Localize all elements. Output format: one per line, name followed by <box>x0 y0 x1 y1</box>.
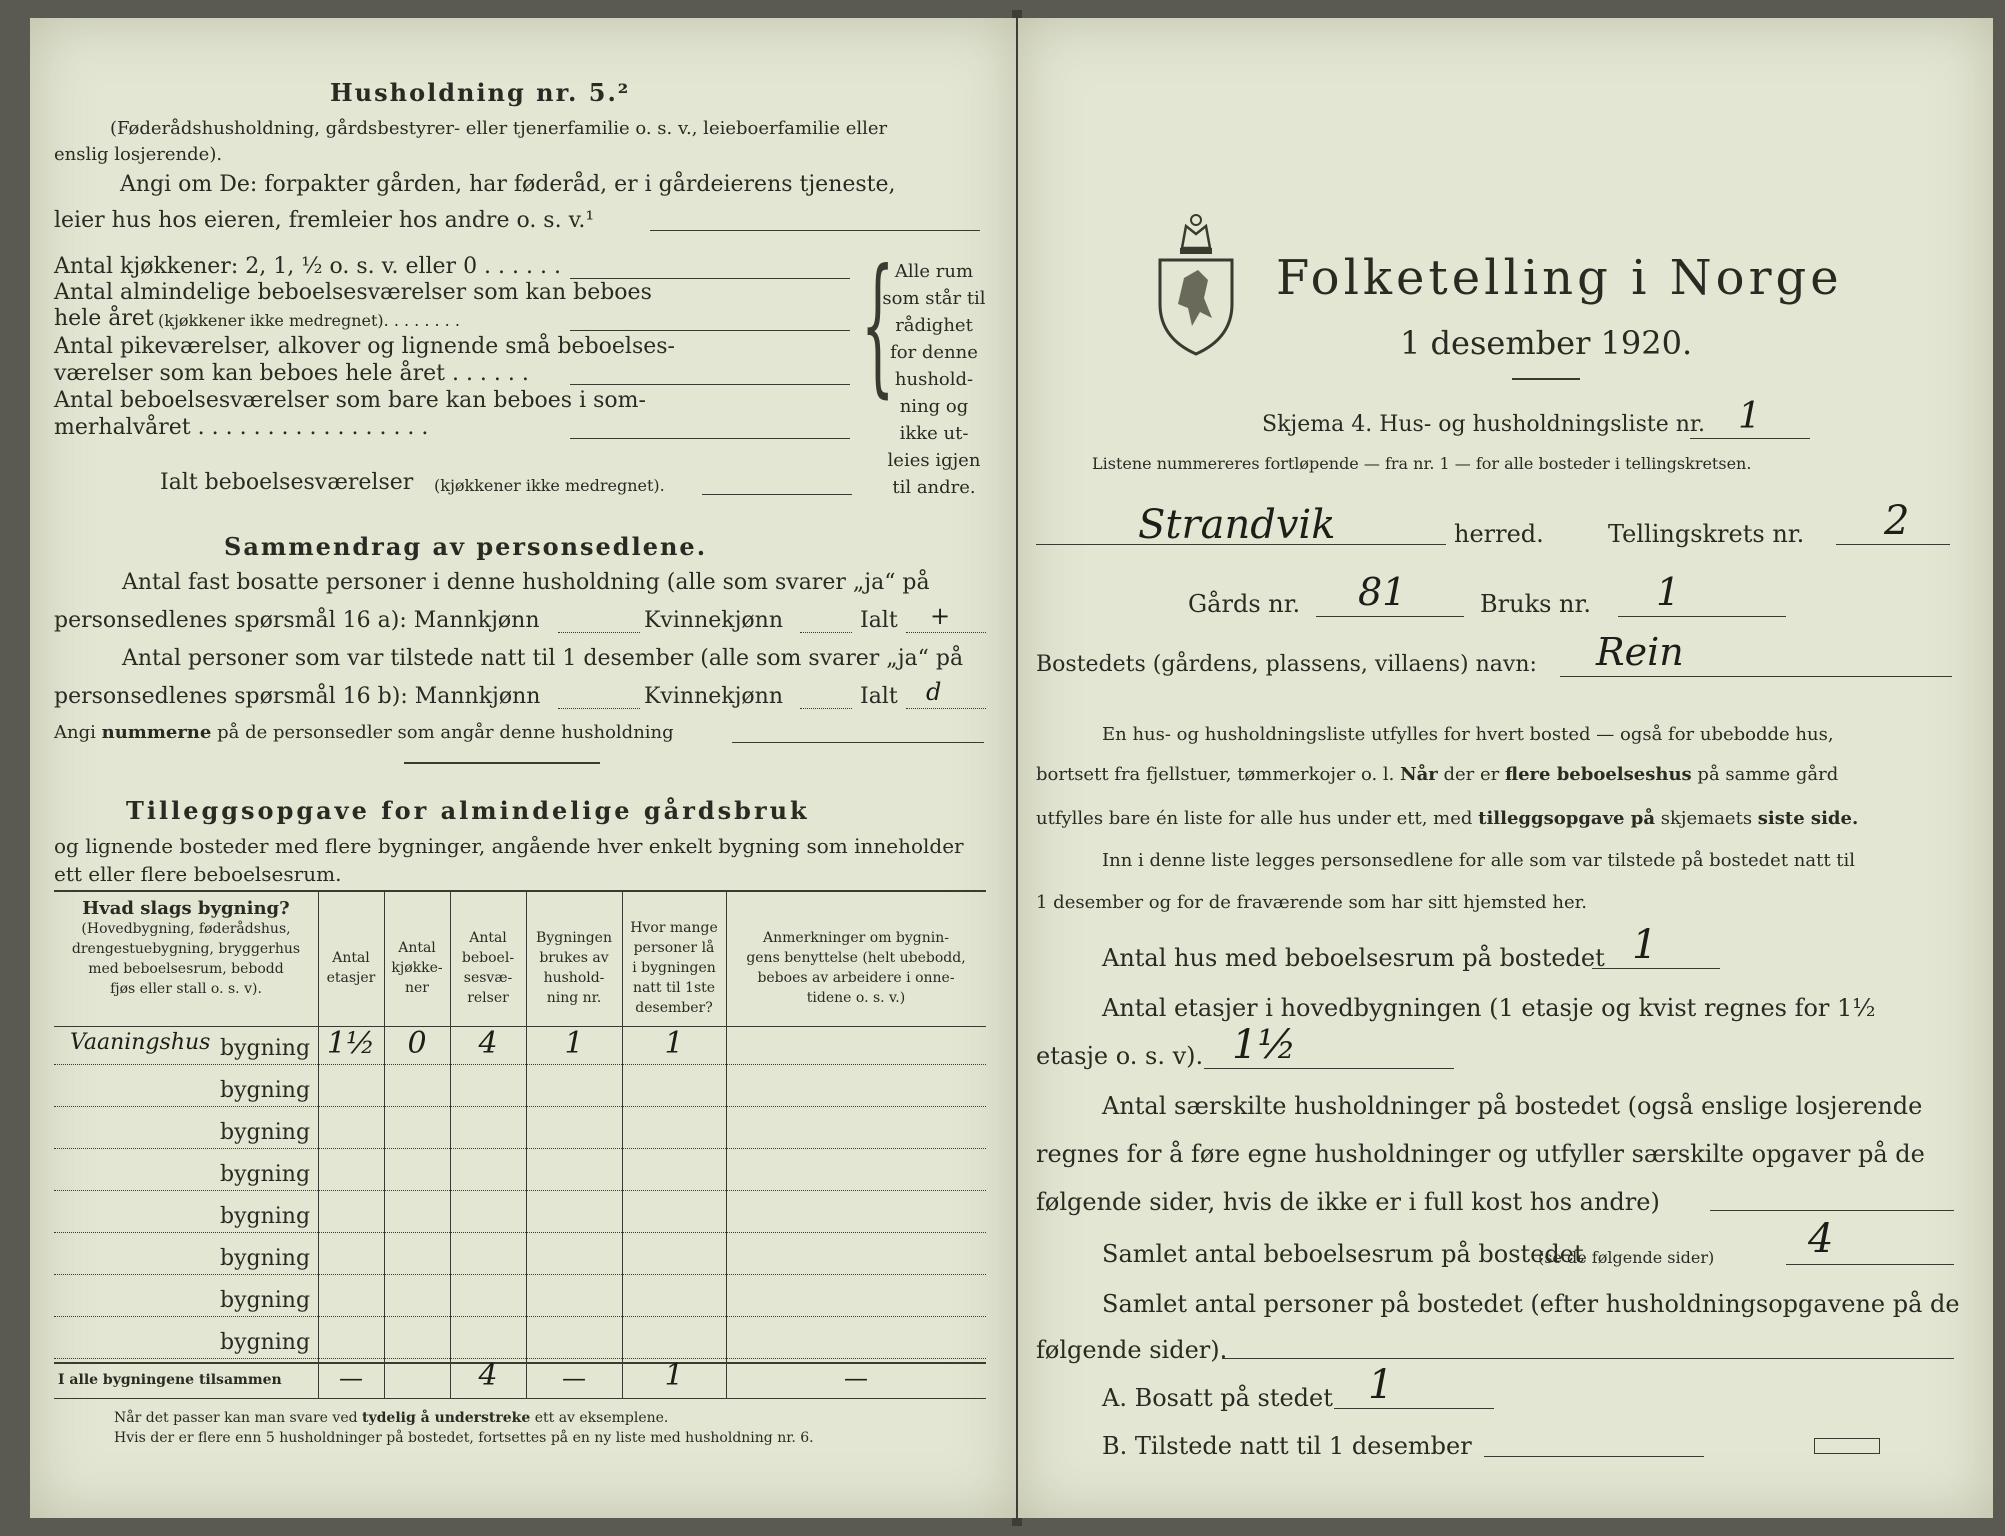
beboelses-line-2: hele året <box>54 306 154 331</box>
header-line: Antal <box>469 930 507 946</box>
tillegg-line-1: og lignende bosteder med flere bygninger, angående hver enkelt bygning som inneholder <box>54 834 964 858</box>
table-cell: 4 <box>478 1026 498 1061</box>
angi-nummer <box>54 722 674 743</box>
left-page <box>30 18 1016 1518</box>
header-line: hushold- <box>543 970 605 986</box>
header-line: tidene o. s. v.) <box>806 990 906 1006</box>
ialt-sub: (kjøkkener ikke medregnet). <box>434 476 665 495</box>
samlet-rum-value: 4 <box>1808 1216 1834 1262</box>
husholdninger-line-3: følgende sider, hvis de ikke er i full kost hos andre) <box>1036 1188 1660 1216</box>
bosted-label: Bostedets (gårdens, plassens, villaens) navn: <box>1036 652 1537 677</box>
tilstede-line <box>1484 1456 1704 1457</box>
husholdninger-line-2: regnes for å føre egne husholdninger og utfyller særskilte opgaver på de <box>1036 1140 1925 1168</box>
beboelses-line-1: Antal almindelige beboelsesværelser som kan beboes <box>54 280 652 305</box>
header-line: i bygningen <box>632 960 716 976</box>
etasjer-value: 1½ <box>1232 1022 1297 1068</box>
sommer-line-2: merhalvåret . . . . . . . . . . . . . . . . . <box>54 415 429 440</box>
section-divider <box>404 762 600 764</box>
listene-note: Listene nummereres fortløpende — fra nr. 1 — for alle bosteder i tellingskretsen. <box>1092 454 1752 473</box>
brace-note-line: hushold- <box>894 369 974 390</box>
brace-note-line: ning og <box>899 396 969 417</box>
header-line: etasjer <box>326 970 376 986</box>
brace-note-line: Alle rum <box>894 261 974 282</box>
header-line: ner <box>405 980 429 996</box>
table-row-line <box>54 1232 986 1233</box>
row-building-label: bygning <box>220 1288 311 1313</box>
info-line-3 <box>1036 808 1858 829</box>
household-subtitle-1: (Føderådshusholdning, gårdsbestyrer- eller tjenerfamilie o. s. v., leieboerfamilie eller <box>110 118 888 139</box>
header-line: brukes av <box>539 950 609 966</box>
row-building-name: Vaaningshus <box>70 1030 211 1055</box>
row-building-label: bygning <box>220 1078 311 1103</box>
brace-note-line: leies igjen <box>887 450 981 471</box>
hus-label: Antal hus med beboelsesrum på bostedet <box>1102 944 1605 972</box>
brace-note <box>882 258 986 501</box>
etasjer-answer-line <box>1204 1068 1454 1069</box>
pike-line-1: Antal pikeværelser, alkover og lignende små beboelses- <box>54 334 675 359</box>
header-line: Antal <box>398 940 436 956</box>
hus-line <box>1592 968 1720 969</box>
header-line: beboel- <box>461 950 515 966</box>
row-building-label: bygning <box>220 1330 311 1355</box>
sammendrag-line-1: Antal fast bosatte personer i denne husholdning (alle som svarer „ja“ på <box>122 570 930 595</box>
header-building-type <box>54 898 318 999</box>
gards-label: Gårds nr. <box>1188 590 1301 618</box>
hus-value: 1 <box>1632 922 1658 968</box>
husholdninger-answer-line <box>1710 1210 1954 1211</box>
header-sub: fjøs eller stall o. s. v). <box>110 981 262 997</box>
ialt-label: Ialt beboelsesværelser <box>160 470 414 495</box>
info-2c: der er <box>1443 764 1500 785</box>
header-anmerkninger <box>726 928 986 1008</box>
table-row-line <box>54 1316 986 1317</box>
bruks-line <box>1618 616 1786 617</box>
header-line: personer lå <box>633 940 715 956</box>
skjema-label: Skjema 4. Hus- og husholdningsliste nr. <box>1262 412 1705 437</box>
row-building-label: bygning <box>220 1204 311 1229</box>
tillegg-line-2: ett eller flere beboelsesrum. <box>54 862 342 886</box>
printer-stamp <box>1814 1438 1880 1454</box>
header-sub: (Hovedbygning, føderådshus, <box>81 921 291 937</box>
angi-line-1: Angi om De: forpakter gården, har føderåd, er i gårdeierens tjeneste, <box>120 172 896 197</box>
sammendrag-line-4a: personsedlenes spørsmål 16 b): Mannkjønn <box>54 684 541 709</box>
kvinne-line-b <box>800 708 852 709</box>
table-cell: 1½ <box>326 1026 376 1061</box>
brace-note-line: ikke ut- <box>899 423 969 444</box>
total-personer: 1 <box>664 1358 684 1393</box>
pike-line-2: værelser som kan beboes hele året . . . . . . <box>54 361 529 386</box>
header-title: Hvad slags bygning? <box>82 898 290 919</box>
bosatt-line <box>1334 1408 1494 1409</box>
row-building-label: bygning <box>220 1162 311 1187</box>
table-cell: 0 <box>407 1026 427 1061</box>
ialt-a-value: + <box>930 602 951 630</box>
krets-line <box>1836 544 1950 545</box>
sammendrag-line-3: Antal personer som var tilstede natt til 1 desember (alle som svarer „ja“ på <box>122 646 964 671</box>
angi-nummer-b: nummerne <box>101 722 212 743</box>
header-line: relser <box>467 990 509 1006</box>
herred-label: herred. <box>1454 520 1544 548</box>
total-beboelsesvaerelser: 4 <box>478 1358 498 1393</box>
herred-value: Strandvik <box>1138 502 1336 548</box>
gards-line <box>1316 616 1464 617</box>
table-row-line <box>54 1274 986 1275</box>
header-personer <box>622 918 726 1018</box>
header-line: gens benyttelse (helt ubebodd, <box>746 950 966 966</box>
etasjer-line-1: Antal etasjer i hovedbygningen (1 etasje og kvist regnes for 1½ <box>1102 994 1876 1022</box>
table-row-line <box>54 1148 986 1149</box>
kjokken-line: Antal kjøkkener: 2, 1, ½ o. s. v. eller 0 . . . . . . <box>54 254 561 279</box>
brace: { <box>861 238 895 412</box>
krets-label: Tellingskrets nr. <box>1608 520 1805 548</box>
header-line: desember? <box>635 1000 713 1016</box>
table-cell: 1 <box>564 1026 584 1061</box>
info-2d: flere beboelseshus <box>1504 764 1692 785</box>
mann-line-b <box>558 708 640 709</box>
header-husholdning <box>526 928 622 1008</box>
bosatt-value: 1 <box>1368 1362 1394 1408</box>
brace-note-line: som står til <box>882 288 986 309</box>
tilstede-label: B. Tilstede natt til 1 desember <box>1102 1432 1472 1460</box>
header-line: Bygningen <box>536 930 612 946</box>
skjema-line <box>1690 438 1810 439</box>
header-sub: drengestuebygning, bryggerhus <box>71 941 301 957</box>
info-3d: siste side. <box>1757 808 1859 829</box>
header-line: kjøkke- <box>391 960 443 976</box>
sammendrag-line-4b: Kvinnekjønn <box>644 684 783 709</box>
footnote-1a: Når det passer kan man svare ved <box>114 1410 358 1426</box>
tillegg-title: Tilleggsopgave for almindelige gårdsbruk <box>126 796 810 825</box>
ialt-answer-line <box>702 494 852 495</box>
info-line-4: Inn i denne liste legges personsedlene for alle som var tilstede på bostedet natt til <box>1102 850 1856 871</box>
info-3a: utfylles bare én liste for alle hus under ett, med <box>1036 808 1473 829</box>
header-kjokkener <box>384 938 450 998</box>
table-top-border <box>54 890 986 892</box>
household-title: Husholdning nr. 5.² <box>330 78 631 107</box>
mann-line-a <box>558 632 640 633</box>
info-line-2 <box>1036 764 1838 785</box>
coat-of-arms-icon <box>1154 208 1238 358</box>
sammendrag-line-2a: personsedlenes spørsmål 16 a): Mannkjønn <box>54 608 540 633</box>
total-anmerkninger: — <box>844 1364 868 1392</box>
footnote-1c: ett av eksemplene. <box>534 1410 669 1426</box>
total-husholdning: — <box>562 1364 586 1392</box>
sommer-answer-line <box>570 438 850 439</box>
table-row-line <box>54 1190 986 1191</box>
header-etasjer <box>318 948 384 988</box>
samlet-rum-sub: (se de følgende sider) <box>1538 1248 1715 1267</box>
bosted-line <box>1560 676 1952 677</box>
header-line: beboes av arbeidere i onne- <box>757 970 955 986</box>
ialt-line-b <box>906 708 986 709</box>
kjokken-answer-line <box>570 278 850 279</box>
samlet-rum-line <box>1786 1264 1954 1265</box>
footnote-1b: tydelig å understreke <box>362 1410 531 1426</box>
row-building-label: bygning <box>220 1246 311 1271</box>
sommer-line-1: Antal beboelsesværelser som bare kan beboes i som- <box>54 388 646 413</box>
ialt-b-value: d <box>926 678 942 706</box>
header-line: ning nr. <box>546 990 602 1006</box>
gards-value: 81 <box>1358 570 1407 614</box>
census-date: 1 desember 1920. <box>1400 324 1693 362</box>
row-building-label: bygning <box>220 1036 311 1061</box>
angi-nummer-a: Angi <box>54 722 96 743</box>
title-divider <box>1512 378 1580 380</box>
bosted-value: Rein <box>1596 630 1684 674</box>
bruks-value: 1 <box>1656 570 1681 614</box>
header-line: natt til 1ste <box>632 980 716 996</box>
footnote-2: Hvis der er flere enn 5 husholdninger på bostedet, fortsettes på en ny liste med husholdning nr. 6. <box>114 1430 814 1446</box>
info-line-5: 1 desember og for de fraværende som har sitt hjemsted her. <box>1036 892 1587 913</box>
angi-line-2: leier hus hos eieren, fremleier hos andre o. s. v.¹ <box>54 208 595 233</box>
sammendrag-line-2c: Ialt <box>860 608 898 633</box>
header-beboelsesvaerelser <box>450 928 526 1008</box>
samlet-personer-line-1: Samlet antal personer på bostedet (efter husholdningsopgavene på de <box>1102 1290 1960 1318</box>
main-title: Folketelling i Norge <box>1276 250 1843 306</box>
pike-answer-line <box>570 384 850 385</box>
info-3b: tilleggsopgave på <box>1478 808 1656 829</box>
samlet-rum-label: Samlet antal beboelsesrum på bostedet <box>1102 1240 1584 1268</box>
header-line: Hvor mange <box>630 920 718 936</box>
header-line: sesvæ- <box>463 970 513 986</box>
angi-nummer-c: på de personsedler som angår denne husholdning <box>217 722 674 743</box>
skjema-value: 1 <box>1738 396 1761 437</box>
right-page <box>1018 18 1993 1518</box>
sammendrag-line-2b: Kvinnekjønn <box>644 608 783 633</box>
table-row-line <box>54 1064 986 1065</box>
bosatt-label: A. Bosatt på stedet <box>1102 1384 1333 1412</box>
bruks-label: Bruks nr. <box>1480 590 1591 618</box>
sammendrag-line-4c: Ialt <box>860 684 898 709</box>
samlet-personer-line-2: følgende sider). <box>1036 1336 1228 1364</box>
beboelses-line-2b: (kjøkkener ikke medregnet). . . . . . . . <box>158 311 460 330</box>
table-row-line <box>54 1106 986 1107</box>
header-sub: med beboelsesrum, bebodd <box>88 961 284 977</box>
samlet-personer-answer-line <box>1222 1358 1954 1359</box>
table-cell: 1 <box>664 1026 684 1061</box>
household-subtitle-2: enslig losjerende). <box>54 144 223 165</box>
brace-note-line: til andre. <box>892 477 976 498</box>
total-label: I alle bygningene tilsammen <box>58 1372 282 1388</box>
table-bottom-border <box>54 1398 986 1399</box>
kvinne-line-a <box>800 632 852 633</box>
etasjer-line-2: etasje o. s. v). <box>1036 1042 1204 1070</box>
ialt-line-a <box>906 632 986 633</box>
brace-note-line: rådighet <box>895 315 973 336</box>
krets-value: 2 <box>1884 498 1910 544</box>
angi-nummer-line <box>732 742 984 743</box>
total-etasjer: — <box>339 1364 363 1392</box>
herred-line <box>1036 544 1446 545</box>
info-2a: bortsett fra fjellstuer, tømmerkojer o. l. <box>1036 764 1395 785</box>
sammendrag-title: Sammendrag av personsedlene. <box>224 532 708 561</box>
info-2e: på samme gård <box>1697 764 1839 785</box>
header-line: Antal <box>332 950 370 966</box>
brace-note-line: for denne <box>890 342 978 363</box>
info-3c: skjemaets <box>1660 808 1753 829</box>
husholdninger-line-1: Antal særskilte husholdninger på bostedet (også enslige losjerende <box>1102 1092 1923 1120</box>
header-line: Anmerkninger om bygnin- <box>763 930 949 946</box>
info-line-1: En hus- og husholdningsliste utfylles for hvert bosted — også for ubebodde hus, <box>1102 724 1834 745</box>
beboelses-answer-line <box>570 330 850 331</box>
angi-answer-line <box>650 230 980 231</box>
footnote-1 <box>114 1410 668 1426</box>
row-building-label: bygning <box>220 1120 311 1145</box>
info-2b: Når <box>1400 764 1438 785</box>
